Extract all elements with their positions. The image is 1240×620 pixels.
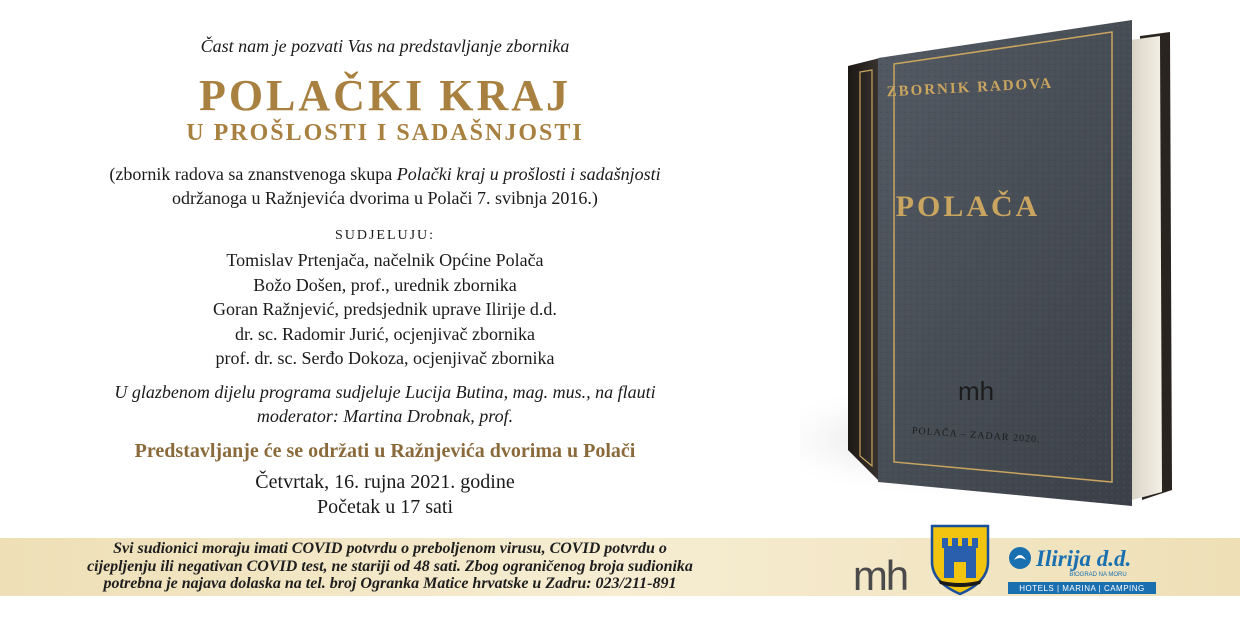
- participants-heading: SUDJELUJU:: [334, 228, 436, 243]
- matica-hrvatska-logo: [848, 556, 912, 596]
- book-spine: [848, 58, 880, 482]
- covid-notice: [40, 540, 740, 593]
- book-illustration: [800, 14, 1200, 514]
- venue-line: Predstavljanje će se održati u Ražnjevića dvorima u Polači: [134, 440, 636, 462]
- ilirija-emblem: [1008, 540, 1158, 596]
- ilirija-tagline: HOTELS | MARINA | CAMPING: [1019, 584, 1145, 593]
- event-date: Četvrtak, 16. rujna 2021. godine: [255, 471, 515, 493]
- book-series: ZBORNIK RADOVA: [886, 75, 1054, 101]
- description-line1-title: Polački kraj u prošlosti i sadašnjosti: [396, 164, 661, 184]
- ilirija-location: BIOGRAD NA MORU: [1069, 572, 1127, 578]
- description-line2: održanoga u Ražnjevića dvorima u Polači 7. svibnja 2016.): [172, 188, 598, 208]
- participants-list: [60, 248, 710, 371]
- music-program: [60, 380, 710, 428]
- participant: dr. sc. Radomir Jurić, ocjenjivač zbornika: [235, 323, 535, 344]
- polaca-coat-of-arms: [928, 522, 992, 596]
- mh-logo-text: mh: [852, 556, 908, 596]
- intro-line: Čast nam je pozvati Vas na predstavljanje zbornika: [200, 36, 570, 56]
- book-imprint: POLAČA – ZADAR 2020.: [911, 425, 1041, 446]
- participant: prof. dr. sc. Serđo Dokoza, ocjenjivač zbornika: [215, 348, 555, 368]
- description-line1: (zbornik radova sa znanstvenoga skupa: [109, 164, 397, 184]
- book-publisher-mark: mh: [957, 376, 995, 406]
- book-pages: [1130, 36, 1162, 500]
- event-title: POLAČKI KRAJ: [198, 71, 572, 120]
- moderator-line: moderator: Martina Drobnak, prof.: [256, 406, 514, 426]
- notice-line: cijepljenju ili negativan COVID test, ne stariji od 48 sati. Zbog ograničenog broja sudionika: [87, 557, 693, 575]
- participant: Goran Ražnjević, predsjednik uprave Ilirije d.d.: [213, 299, 557, 319]
- event-time: Početak u 17 sati: [316, 496, 454, 518]
- notice-line: Svi sudionici moraju imati COVID potvrdu o preboljenom virusu, COVID potvrdu o: [113, 540, 667, 557]
- ilirija-logo: [1008, 540, 1158, 600]
- participant: Božo Došen, prof., urednik zbornika: [253, 274, 517, 295]
- notice-line: potrebna je najava dolaska na tel. broj Ogranka Matice hrvatske u Zadru: 023/211-891: [103, 575, 677, 592]
- description: [60, 162, 710, 210]
- participant: Tomislav Prtenjača, načelnik Općine Polača: [226, 250, 544, 270]
- event-subtitle: U PROŠLOSTI I SADAŠNJOSTI: [186, 120, 584, 146]
- ilirija-name: Ilirija d.d.: [1036, 546, 1132, 571]
- music-line: U glazbenom dijelu programa sudjeluje Lucija Butina, mag. mus., na flauti: [114, 382, 656, 402]
- book-title: POLAČA: [895, 190, 1041, 223]
- date-block: [60, 470, 710, 520]
